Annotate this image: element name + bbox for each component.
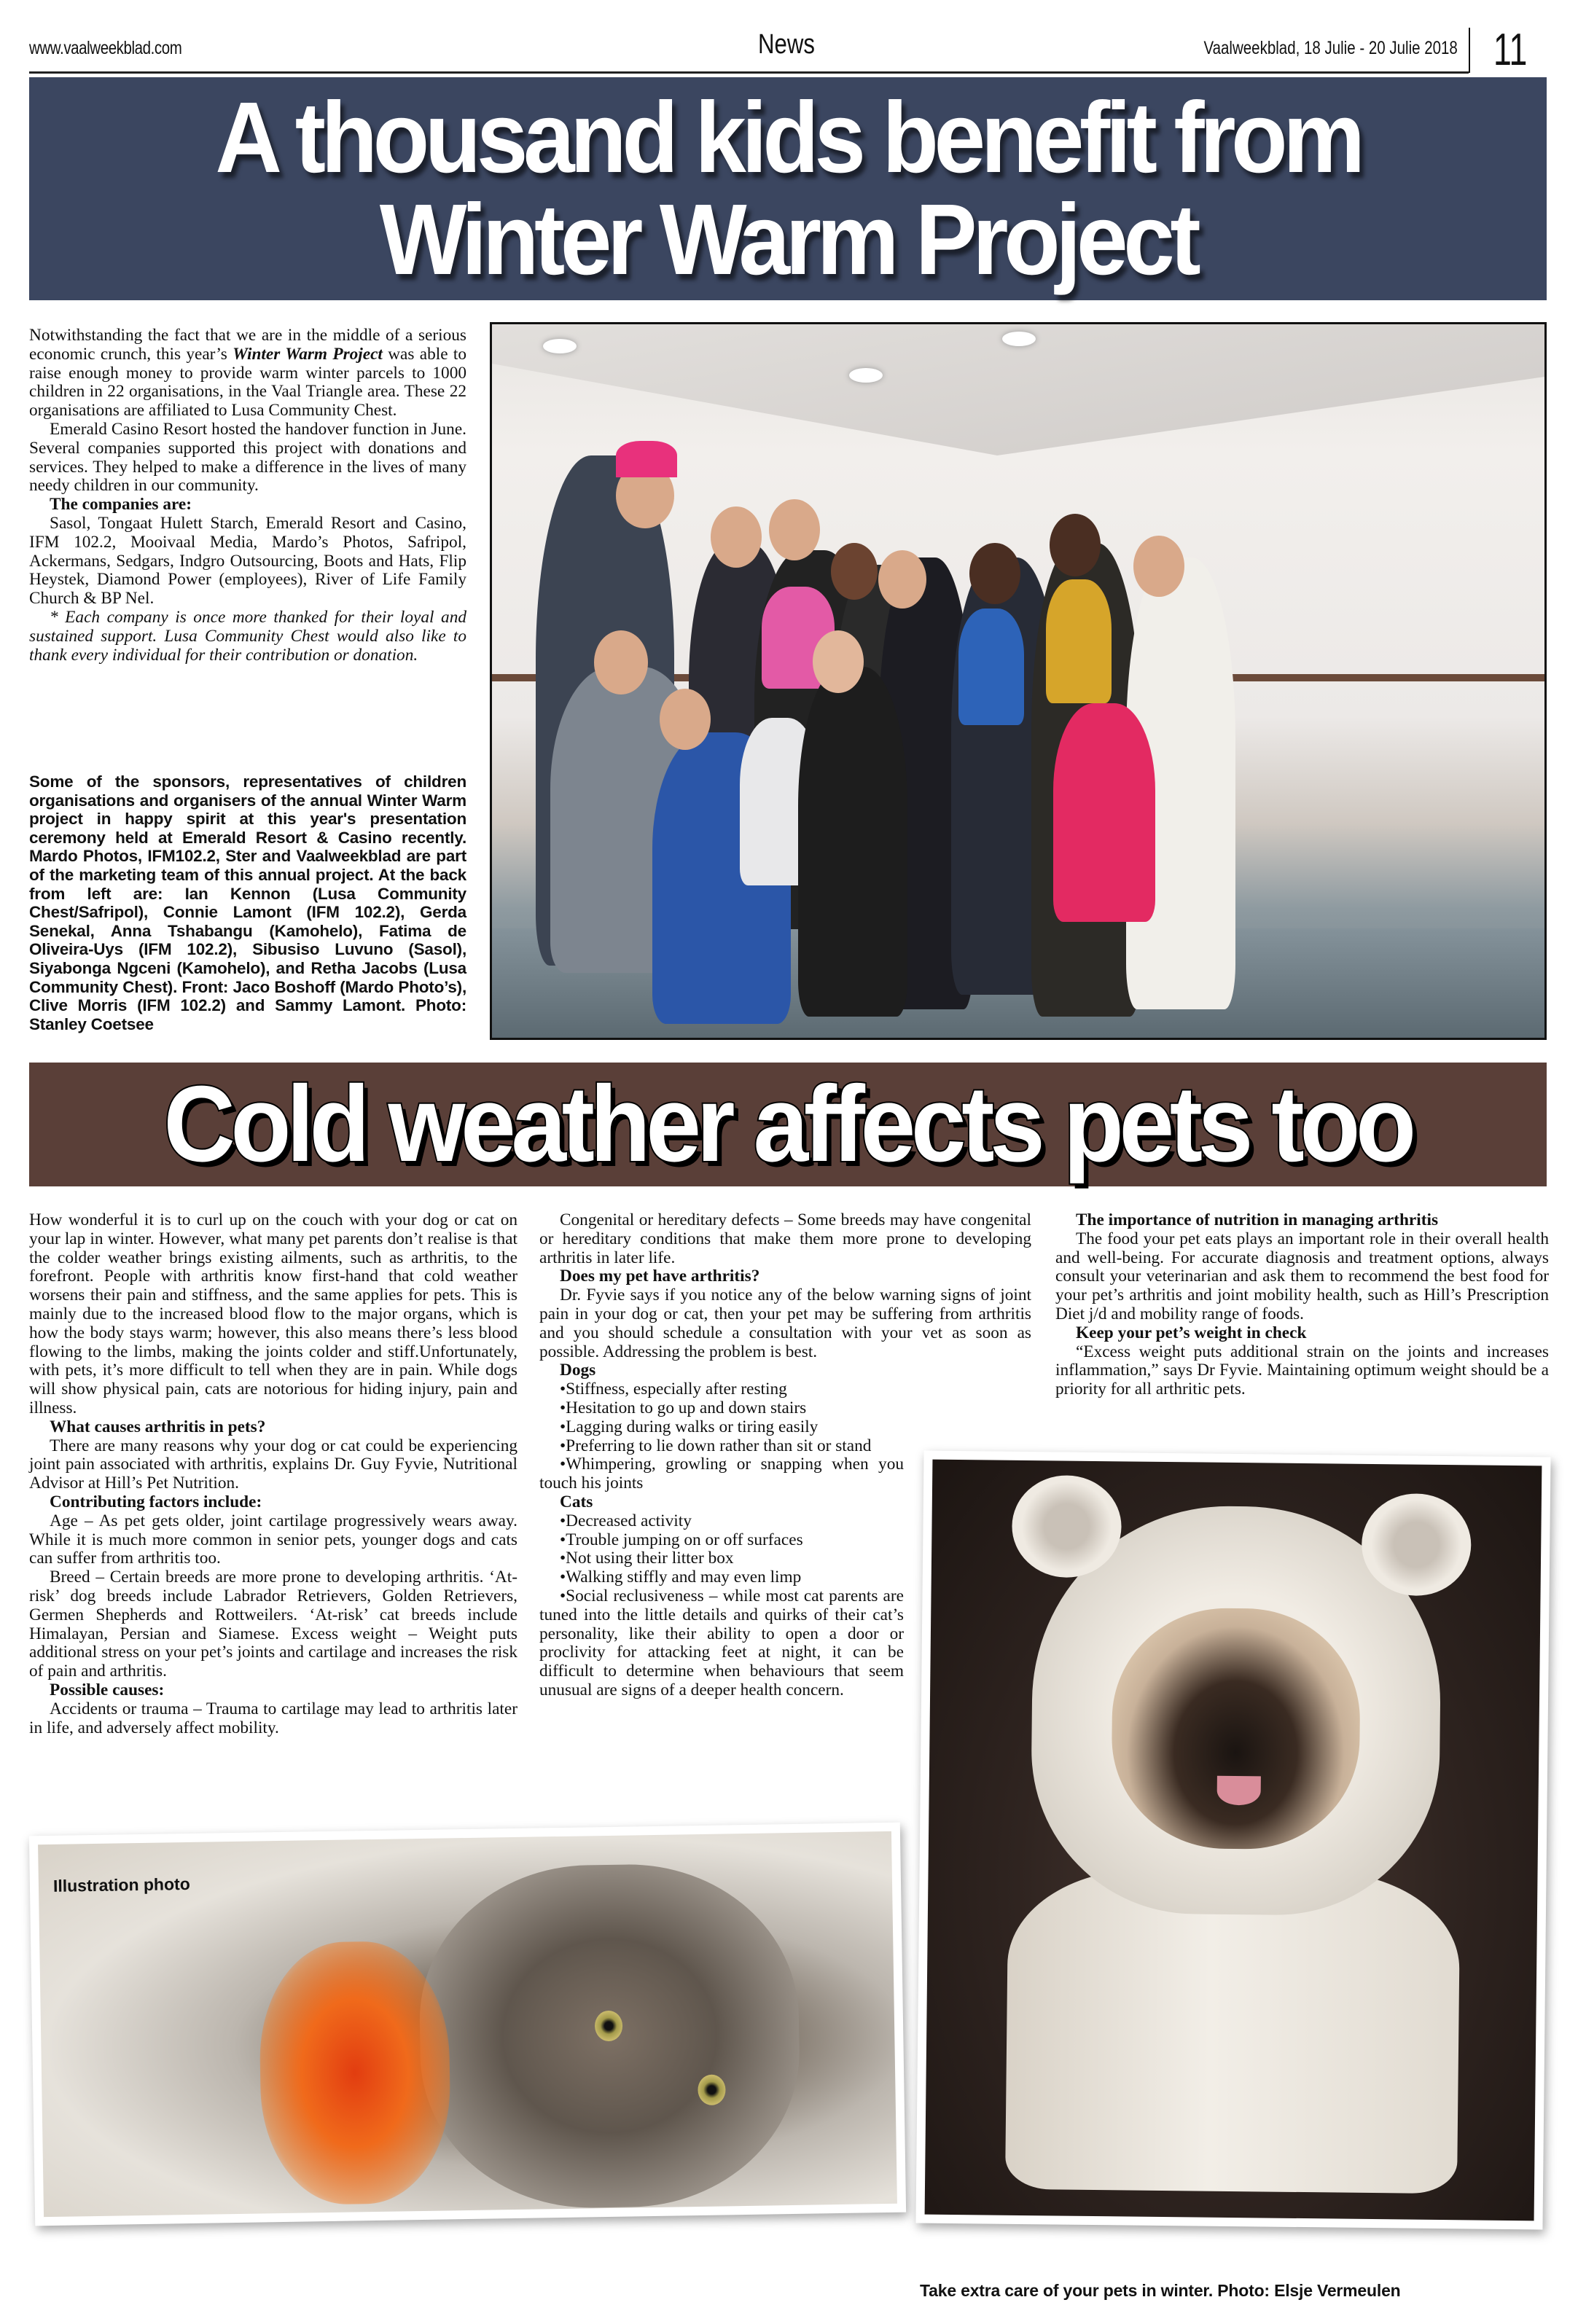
thanks-note: * Each company is once more thanked for their loyal and sustained support. Lusa Community Chest would also like to thank every individual for their contribution or donation.	[29, 607, 466, 665]
article2-paragraph: Dr. Fyvie says if you notice any of the below warning signs of joint pain in your dog or cat, then your pet may be suffering from arthritis and you should schedule a consultation with your vet as soon as possible. Addressing the problem is best.	[539, 1286, 1031, 1361]
article2-headline-banner	[29, 1063, 1547, 1186]
article2-paragraph: The food your pet eats plays an important role in their overall health and well-being. For accurate diagnosis and treatment options, always consult your veterinarian and ask them to recommend the best food for your pet’s arthritis and joint mobility health, such as Hill’s Prescription Diet j/d and mobility range of foods.	[1055, 1229, 1549, 1323]
section-label: News	[758, 29, 815, 60]
article1-headline: A thousand kids benefit from Winter Warm Project	[215, 82, 1361, 296]
pink-hat	[616, 441, 677, 477]
person-figure	[798, 667, 907, 1017]
text-run: Notwithstanding the fact that we are in the middle of a serious economic crunch, this year’s	[29, 326, 466, 364]
article2-paragraph: Congenital or hereditary defects – Some breeds may have congenital or hereditary conditions that make them more prone to developing arthritis in later life.	[539, 1210, 1031, 1267]
list-item: •Whimpering, growling or snapping when you touch his joints	[539, 1455, 904, 1493]
cat-photo	[29, 1823, 906, 2226]
pug-face	[1111, 1607, 1361, 1850]
striped-scarf	[1046, 579, 1112, 703]
blue-jacket	[958, 609, 1024, 725]
orange-feather-toy	[258, 1940, 452, 2205]
ceiling-light	[543, 339, 577, 353]
cat-image	[38, 1831, 897, 2217]
article2-paragraph: “Excess weight puts additional strain on the joints and increases inflammation,” says Dr Fyvie. Maintaining optimum weight should be a priority for all arthritic pets.	[1055, 1342, 1549, 1399]
article1-paragraph: Emerald Casino Resort hosted the handover function in June. Several companies supported this project with donations and services. They helped to make a difference in the lives of many needy children in our community.	[29, 419, 466, 496]
subheading-nutrition: The importance of nutrition in managing arthritis	[1076, 1210, 1439, 1229]
article2-column-3	[1055, 1211, 1549, 1399]
group-photo-caption: Some of the sponsors, representatives of children organisations and organisers of the annual Winter Warm project in happy spirit at this year's presentation ceremony held at Emerald Resort & Casino recently. Mardo Photos, IFM102.2, Ster and Vaalweekblad are part of the marketing team of this annual project. At the back from left are: Ian Kennon (Lusa Community Chest/Safripol), Connie Lamont (IFM 102.2), Gerda Senekal, Anna Tshabangu (Kamohelo), Fatima de Oliveira-Uys (IFM 102.2), Sibusiso Luvuno (Sasol), Siyabonga Ngceni (Kamohelo), and Retha Jacobs (Lusa Community Chest). Front: Jaco Boshoff (Mardo Photo’s), Clive Morris (IFM 102.2) and Sammy Lamont. Photo: Stanley Coetsee	[29, 772, 466, 1033]
companies-heading: The companies are:	[50, 495, 192, 515]
pug-photo-caption: Take extra care of your pets in winter. Photo: Elsje Vermeulen	[920, 2281, 1401, 2300]
pug-photo	[915, 1451, 1550, 2230]
cats-signs-list	[539, 1512, 904, 1700]
person-head	[813, 630, 864, 693]
page-number: 11	[1493, 25, 1527, 75]
subheading-does-my-pet: Does my pet have arthritis?	[560, 1267, 760, 1286]
person-head	[711, 506, 762, 568]
masthead-rule	[29, 71, 1469, 74]
person-head	[878, 550, 926, 609]
ceiling-light	[1002, 332, 1036, 346]
subheading-cats: Cats	[560, 1492, 593, 1511]
list-item: •Social reclusiveness – while most cat parents are tuned into the little details and quirks of their cat’s personality, like their ability to open a door or proclivity for attacking feet at night, it can be difficult to determine when behaviours that seem unusual are signs of a deeper health concern.	[539, 1586, 904, 1699]
article1-headline-banner	[29, 77, 1547, 300]
pink-hoodie	[1053, 703, 1155, 922]
masthead	[29, 22, 1534, 73]
list-item: •Preferring to lie down rather than sit or stand	[560, 1436, 872, 1455]
article2-headline: Cold weather affects pets too	[163, 1064, 1413, 1184]
person-head	[594, 630, 648, 695]
person-head	[1133, 536, 1184, 597]
vertical-divider	[1469, 28, 1470, 73]
list-item: •Lagging during walks or tiring easily	[560, 1417, 819, 1436]
companies-list: Sasol, Tongaat Hulett Starch, Emerald Resort and Casino, IFM 102.2, Mooivaal Media, Mardo’s Photos, Safripol, Ackermans, Sedgars, Indgro Outsourcing, Boots and Hats, Flip Heystek, Diamond Power (employees), River of Life Family Church & BP Nel.	[29, 513, 466, 609]
article2-paragraph: Accidents or trauma – Trauma to cartilage may lead to arthritis later in life, and adversely affect mobility.	[29, 1699, 517, 1737]
hood-ear	[1012, 1475, 1122, 1578]
hood-ear	[1362, 1493, 1472, 1597]
dogs-signs-list	[539, 1380, 904, 1493]
article2-paragraph: There are many reasons why your dog or cat could be experiencing joint pain associated with arthritis, explains Dr. Guy Fyvie, Nutritional Advisor at Hill’s Pet Nutrition.	[29, 1436, 517, 1493]
list-item: •Trouble jumping on or off surfaces	[560, 1530, 803, 1549]
pug-coat-body	[1005, 1869, 1461, 2194]
article2-intro: How wonderful it is to curl up on the couch with your dog or cat on your lap in winter. However, what many pet parents don’t realise is that the colder weather brings existing ailments, such as arthritis, to the forefront. People with arthritis know first-hand that cold weather worsens their pain and stiffness, and the same applies for pets. This is mainly due to the increased blood flow to the major organs, which is how the body stays warm; however, this also means there’s less blood flowing to the limbs, making the joints colder and stiff.Unfortunately, with pets, it’s more difficult to tell when they are in pain. While dogs will show physical pain, cats are notorious for hiding injury, pain and illness.	[29, 1210, 517, 1417]
article2-column-1	[29, 1211, 517, 1737]
article1-body	[29, 326, 466, 665]
subheading-weight: Keep your pet’s weight in check	[1076, 1323, 1307, 1342]
person-head	[660, 689, 711, 750]
article2-paragraph: Age – As pet gets older, joint cartilage progressively wears away. While it is much more common in senior pets, younger dogs and cats can suffer from arthritis too.	[29, 1511, 517, 1568]
group-photo	[490, 322, 1547, 1040]
list-item: •Not using their litter box	[560, 1549, 734, 1568]
list-item: •Stiffness, especially after resting	[560, 1380, 787, 1399]
subheading-possible-causes: Possible causes:	[50, 1680, 165, 1699]
person-head	[831, 543, 878, 600]
person-head	[769, 499, 820, 560]
list-item: •Decreased activity	[560, 1511, 692, 1530]
list-item: •Walking stiffly and may even limp	[560, 1568, 802, 1587]
pug-image	[925, 1460, 1542, 2221]
pug-tongue	[1217, 1776, 1261, 1806]
list-item: •Hesitation to go up and down stairs	[560, 1398, 807, 1417]
issue-date: Vaalweekblad, 18 Julie - 20 Julie 2018	[1203, 38, 1458, 58]
website-url[interactable]: www.vaalweekblad.com	[29, 38, 182, 58]
article1-paragraph	[29, 326, 466, 420]
subheading-causes: What causes arthritis in pets?	[50, 1417, 266, 1436]
person-head	[1050, 514, 1101, 576]
article2-paragraph: Breed – Certain breeds are more prone to developing arthritis. ‘At-risk’ dog breeds include Labrador Retrievers, Golden Retrievers, Germen Shepherds and Rottweilers. ‘At-risk’ cat breeds include Himalayan, Persian and Siamese. Excess weight – Weight puts additional stress on your pet’s joints and cartilage and increases the risk of pain and arthritis.	[29, 1568, 517, 1681]
subheading-factors: Contributing factors include:	[50, 1492, 262, 1511]
person-head	[969, 543, 1020, 604]
text-run: was able to raise enough money to provide warm winter parcels to 1000 children in 22 organisations, in the Vaal Triangle area. These 22 organisations are affiliated to Lusa Community Chest.	[29, 344, 466, 420]
project-name-emphasis: Winter Warm Project	[233, 344, 383, 364]
subheading-dogs: Dogs	[560, 1361, 596, 1380]
ceiling-light	[849, 368, 883, 383]
illustration-photo-label: Illustration photo	[52, 1874, 190, 1895]
